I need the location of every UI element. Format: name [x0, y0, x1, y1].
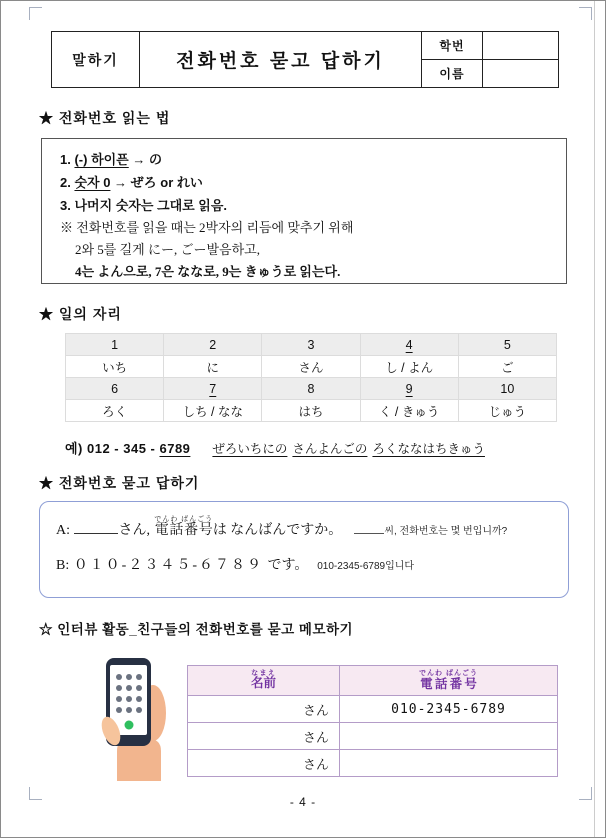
name-cell[interactable]: さん: [188, 696, 340, 723]
reading-row: [66, 400, 557, 422]
name-label: 이름: [422, 60, 483, 88]
digit-row: [66, 378, 557, 400]
fill-in-blank[interactable]: [74, 521, 118, 534]
name-column-header: 名前なまえ: [188, 666, 340, 696]
phone-cell[interactable]: [340, 750, 558, 777]
reading-cell: さん: [262, 356, 360, 378]
interview-table: [187, 665, 558, 777]
note-line-1: ※ 전화번호를 읽을 때는 2박자의 리듬에 맞추기 위해: [60, 220, 354, 235]
page-title: 전화번호 묻고 답하기: [140, 32, 422, 88]
reading-cell: し / よん: [360, 356, 458, 378]
section-heading-ones-place: ★ 일의 자리: [39, 306, 122, 322]
interview-row: [188, 696, 558, 723]
example-reading-3: ろくななはちきゅう: [372, 442, 485, 456]
example-reading-2: さんよんごの: [292, 442, 368, 456]
digit-cell: 7: [164, 378, 262, 400]
interview-header-row: [188, 666, 558, 696]
example-line: [65, 438, 485, 457]
page-number: - 4 -: [289, 795, 317, 809]
speaker-b: B:: [56, 558, 70, 573]
reading-cell: に: [164, 356, 262, 378]
furigana-word: 電話番号でんわ ばんごう: [154, 515, 214, 538]
fill-in-blank-small[interactable]: [354, 525, 384, 534]
translation-a: 씨, 전화번호는 몇 번입니까?: [384, 526, 508, 537]
speaker-a: A:: [56, 523, 70, 538]
dialog-line-b: B: ０１０‐２３４５‐６７８９ です。 010-2345-6789입니다: [56, 558, 415, 573]
translation-b: 010-2345-6789입니다: [317, 561, 415, 572]
page-edge-line: [594, 1, 595, 837]
phone-cell[interactable]: 010-2345-6789: [340, 696, 558, 723]
name-field[interactable]: [483, 60, 559, 88]
digit-cell: 4: [360, 334, 458, 356]
digit-cell: 8: [262, 378, 360, 400]
reading-cell: じゅう: [458, 400, 556, 422]
reading-cell: しち / なな: [164, 400, 262, 422]
name-cell[interactable]: さん: [188, 723, 340, 750]
section-heading-interview: ☆ 인터뷰 활동_친구들의 전화번호를 묻고 메모하기: [39, 622, 354, 637]
digit-row: [66, 334, 557, 356]
section-heading-dialog: ★ 전화번호 묻고 답하기: [39, 475, 200, 491]
reading-cell: いち: [66, 356, 164, 378]
student-no-field[interactable]: [483, 32, 559, 60]
call-button-icon: [125, 721, 134, 730]
note-line-3: 4는 よん으로, 7은 なな로, 9는 きゅう로 읽는다.: [75, 264, 341, 279]
crop-mark-top-left: [29, 7, 42, 20]
category-cell: 말하기: [52, 32, 140, 88]
reading-row: [66, 356, 557, 378]
interview-row: [188, 723, 558, 750]
example-number-underlined: 6789: [159, 441, 191, 456]
note-line-2: 2와 5를 길게 にー, ごー발음하고,: [75, 242, 260, 257]
interview-row: [188, 750, 558, 777]
name-cell[interactable]: さん: [188, 750, 340, 777]
reading-cell: ろく: [66, 400, 164, 422]
phone-in-hand-illustration: [81, 653, 176, 781]
rule-line-3: 3. 나머지 숫자는 그대로 읽음.: [60, 198, 228, 213]
title-table: [51, 31, 559, 88]
digit-cell: 6: [66, 378, 164, 400]
digits-reading-table: [65, 333, 557, 422]
rule-line-2: 2. 숫자 0 → ぜろ or れい: [60, 175, 203, 190]
section-heading-reading-rules: ★ 전화번호 읽는 법: [39, 110, 171, 126]
digit-cell: 5: [458, 334, 556, 356]
digit-cell: 10: [458, 378, 556, 400]
phone-column-header: 電話番号でんわ ばんごう: [340, 666, 558, 696]
phone-cell[interactable]: [340, 723, 558, 750]
digit-cell: 1: [66, 334, 164, 356]
reading-cell: ご: [458, 356, 556, 378]
student-no-label: 학번: [422, 32, 483, 60]
dialog-line-a: A: さん, 電話番号でんわ ばんごうは なんばんですか。 씨, 전화번호는 몇 번입니까?: [56, 515, 508, 538]
rule-line-1: 1. (-) 하이픈 → の: [60, 152, 162, 167]
phone-number-jp: ０１０‐２３４５‐６７８９: [73, 558, 264, 573]
digit-cell: 3: [262, 334, 360, 356]
digit-cell: 2: [164, 334, 262, 356]
reading-cell: く / きゅう: [360, 400, 458, 422]
reading-rules-box: [41, 138, 567, 284]
digit-cell: 9: [360, 378, 458, 400]
crop-mark-top-right: [579, 7, 592, 20]
dialog-box: [39, 501, 569, 598]
example-reading-1: ぜろいちにの: [212, 442, 288, 456]
example-number: 예) 012 - 345 -: [65, 441, 160, 456]
reading-cell: はち: [262, 400, 360, 422]
